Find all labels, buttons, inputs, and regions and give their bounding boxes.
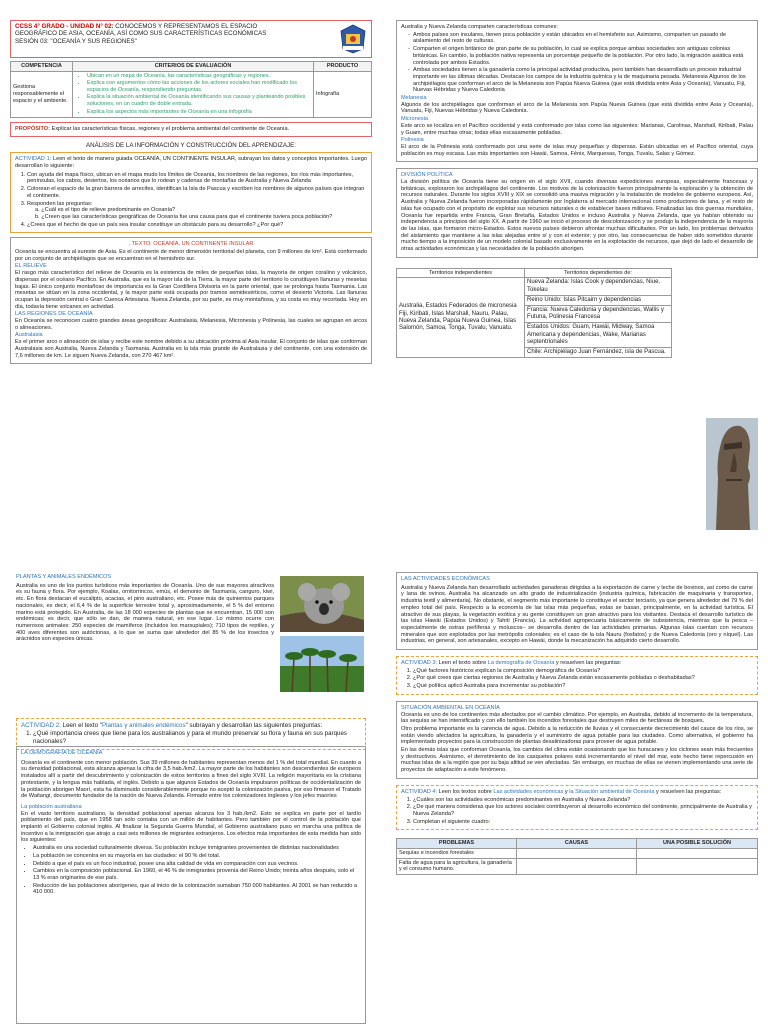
criterio-item: • Explica con argumentos cómo las acciones de los actores sociales han modificado los espacios de Oceanía, respondiendo preguntas. [87, 80, 311, 93]
activity-1-text: Leen el texto de manera guiada OCEANÍA, UN CONTINENTE INSULAR, subrayan los datos y conceptos importantes. Luego desarrollan lo siguiente: [15, 156, 367, 169]
demografia-text: Oceanía es el continente con menor población. Sus 39 millones de habitantes representan menos del 1 % del total mundial. En cuanto a su densidad poblacional, esta alcanza apenas la cifra de 3,5 hab./km2. La mayor parte de los habitantes son descendientes de europeos instalados allí a partir del descubrimiento y colonización de estos territorios a fines del siglo XVIII. La religión mayoritaria es la cristiana protestante, y la lengua más hablada, el inglés. Debido a que algunos Estados de Oceanía impulsaron políticas de occidentalización de la población aborigen Maorí, esta ha disminuido considerablemente porque no aceptó la colonización pasiva, por eso firmaron el Tratado de Waitangi, documento fundador de la nación de Nueva Zelanda. Firmado entre los colonizadores ingleses y los jefes maoríes [21, 759, 361, 800]
activity-1-subitem: b. ¿Creen que las características geográficas de Oceanía fue una causa para que el continente tuviera poca población? [35, 213, 333, 220]
situacion-text-1: Oceanía es uno de los continentes más afectados por el cambio climático. Por ejemplo, en Australia, debido al incremento de la temperatura, las sequías se han intensificado y con ello también los incendios forestales que destruyen miles de hectáreas de bosques. [401, 711, 753, 725]
activity-4-text-a: Leen los textos sobre [438, 788, 494, 795]
division-text: La división política de Oceanía tiene su origen en el siglo XVII, cuando diversas expediciones europeas, especialmente francesas y británicas, exploraron los archipiélagos del continente. Los motivos de la colonización fueron principalmente la exploración y la obtención de recursos naturales. Durante los siglos XVIII y XIX se consolidó una masiva migración y la instalación de modelos de gobierno europeos. Así, Australia y Nueva Zelanda fueron incorporadas rápidamente por Inglaterra al mercado internacional como productores de lana, y el resto de islas fue ocupado con el propósito de explotar sus recursos naturales o de establecer bases militares. Finalizadas las dos guerras mundiales, Oceanía fue repartida entre Francia, Gran Bretaña, Estados Unidos e incluso Australia y Nueva Zelanda, que ya habían obtenido su independencia a principios del siglo XX. A partir de 1960 se inició el proceso de descolonización y se produjo la independencia de la mayoría de las islas, que formaron micro-Estados. Estos nuevos países debieron afrontar muchas dificultades. Por un lado, los problemas derivados del aislamiento que mantiene a las islas alejadas entre sí y con el exterior; y por otro, las consecuencias de haber sido sometidos durante mucho tiempo a la imposición de un modelo colonial basado exclusivamente en la explotación de recursos, que dejó de lado el desarrollo de otras actividades económicas y las necesidades de la población aborigen. [401, 179, 753, 253]
activity-3-item: 1. ¿Qué factores históricos explican la composición demográfica de Oceanía? [413, 668, 753, 675]
poblacion-bullet: • Cambios en la composición poblacional. En 1960, el 46 % de inmigrantes provenía del Reino Unido; treinta años después, solo el 13 % eran originarios de ese país. [33, 868, 361, 881]
activity-4-text-b: y [563, 788, 570, 795]
activity-4-link-1: Las actividades económicas [493, 788, 564, 795]
poblacion-bullet: • Debido a que el país es un foco industrial, posee una alta calidad de vida en comparación con sus vecinos. [33, 861, 361, 868]
activity-2-link: Plantas y animales endémicos [101, 722, 186, 729]
activity-4-box [396, 785, 758, 831]
school-logo-icon [338, 23, 368, 55]
criterio-item: • Explica los aspectos más importantes de Oceanía en una infografía [87, 109, 311, 116]
melanesia-title: Melanesia [401, 95, 427, 102]
dependiente-row: Francia: Nueva Caledonia y dependencias, Wallis y Futuna, Polinesia Francesa [525, 305, 672, 322]
australasia-title: Australasia [15, 332, 43, 339]
producto-cell: Infografía [314, 71, 372, 118]
solucion-input-cell[interactable] [637, 858, 758, 874]
col-causas: CAUSAS [517, 839, 637, 849]
dependiente-row: Chile: Archipiélago Juan Fernández, isla de Pascua. [525, 347, 672, 357]
palm-forest-image [280, 636, 364, 692]
proposito-label: PROPÓSITO: [15, 126, 51, 133]
regiones-title: LAS REGIONES DE OCEANÍA [15, 311, 93, 318]
common-intro: Australia y Nueva Zelanda comparten características comunes: [401, 24, 559, 30]
polinesia-title: Polinesia [401, 137, 424, 144]
worksheet-page-3 [10, 566, 372, 1024]
texto-intro: Oceanía se encuentra al sureste de Asia. Es el continente de menor dimensión territorial del planeta, con 9 millones de km². Está conformado por un conjunto de archipiélagos que se encuentran en el hemisferio sur. [15, 249, 367, 262]
division-title: DIVISIÓN POLÍTICA [401, 172, 453, 179]
economia-text: Australia y Nueva Zelanda han desarrollado actividades ganaderas dirigidas a la exportación de carne y leche de bovinos, así como de carne y lana de ovinos. Australia ha alcanzado un alto grado de industrialización (industria química, fabricación de maquinaria y transportes, industria textil y alimentaria). No obstante, el segmento más importante lo constituye el sector terciario, ya que genera alrededor del 79 % del empleo total del país. Respecto a la economía de las islas más pequeñas, estas se basan, principalmente, en la actividad turística. El atractivo de sus playas, la vegetación exótica y su gente constituyen un gran atractivo para los visitantes. Destaca el desarrollo turístico de las islas Hawái (Estados Unidos) y Tahití (Francia). La actividad agropecuaria básicamente de subsistencia, mientras que la pesca –especialmente de ostras perlíferas y moluscos– se desarrolla dentro de las actividades primarias. Algunas islas cuentan con recursos minerales que son explotados por las metrópolis coloniales; es el caso de la isla Nauru (fosfatos) y de Nueva Caledonia (oro y níquel). Las industrias, en general, son artesanales, excepto en Hawái, donde la mecanización ha adquirido cierto desarrollo. [401, 584, 753, 645]
proposito-box [10, 122, 372, 137]
criterios-cell [73, 71, 314, 118]
activity-3-item: 2. ¿Por qué crees que ciertas regiones de Australia y Nueva Zelanda están escasamente pobladas o deshabitadas? [413, 675, 753, 682]
demografia-box [16, 746, 366, 1024]
session-title: SESIÓN 03: "OCEANÍA Y SUS REGIONES" [15, 37, 137, 45]
col-solucion: UNA POSIBLE SOLUCIÓN [637, 839, 758, 849]
activity-1-item: 2. Colorean el espacio de la gran barrera de arrecifes, identifican la Isla de Pascua y escriben los nombres de algunos países que integran el continente. [27, 186, 367, 199]
activity-1-item: 1. Con ayuda del mapa físico, ubican en el mapa mudo los límites de Oceanía, los nombres de las regiones, los ríos más importantes, penínsulas, los cabos, desiertos, los océanos que lo rodean y cadenas de montañas de Australia y Nueva Zelanda [27, 172, 367, 185]
solucion-input-cell[interactable] [637, 848, 758, 858]
activity-3-label: ACTIVIDAD 3: [401, 660, 438, 667]
unit-label: CCSS 4° GRADO - UNIDAD N° 02: [15, 23, 114, 30]
situacion-title: SITUACIÓN AMBIENTAL EN OCEANÍA [401, 704, 500, 711]
analisis-title: ANÁLISIS DE LA INFORMACIÓN Y CONSTRUCCIÓN DEL APRENDIZAJE: [86, 141, 296, 149]
territorios-table [396, 268, 672, 358]
problema-cell: Sequías e incendios forestales [397, 848, 517, 858]
micronesia-text: Este arco se localiza en el Pacífico occidental y está conformado por islas como las siguientes: Marianas, Carolinas, Marshall, Kiribati, Palau y Guam, entre muchas otras; todas ellas escasamente pobladas. [401, 122, 753, 136]
melanesia-text: Algunos de los archipiélagos que conforman el arco de la Melanesia son Papúa Nueva Guinea (que está dividida entre Asia y Oceanía), Vanuatu, Fiji, Nuevas Hébridas y Nueva Caledonia. [401, 101, 753, 115]
poblacion-text: En el vasto territorio australiano, la densidad poblacional apenas alcanza los 3 hab./km2. Esto se explica en parte por el tardío poblamiento del país, que en 1958 tan solo contaba con un millón de habitantes. Pero también por el control de la población que implantó el Gobierno colonial inglés. Al finalizar la Segunda Guerra Mundial, el Gobierno australiano puso en marcha una política de incentivo a la inmigración que atrajo a casi seis millones de migrantes extranjeros. Los efectos más importantes de esta medida han sido los siguientes: [21, 810, 361, 844]
unit-header [10, 20, 372, 58]
problemas-table [396, 838, 758, 874]
col-independientes: Territorios independientes [397, 268, 525, 278]
worksheet-page-1 [10, 20, 372, 550]
situacion-text-3: En las demás islas que conforman Oceanía, los cambios del clima están ocasionando que los huracanes y los ciclones sean más frecuentes y destructivos. Asimismo, el derretimiento de los casquetes polares está incrementando el nivel del mar, este hecho tiene repercusión en muchas islas de a la región que por su baja altitud se ven afectadas. Sin embargo, en muchas de ellas se vienen implementando una serie de proyectos de adaptación a este fenómeno. [401, 747, 753, 774]
relieve-text: El rasgo más característico del relieve de Oceanía es la existencia de miles de pequeñas islas, la mayoría de origen coralino y volcánico, dispersas por el océano Pacífico. En Australia, que es la mayor isla de la Tierra, la mayor parte del territorio lo constituyen llanuras y mesetas bajas. El único conjunto montañoso de importancia es la Gran Cordillera Divisoria en la parte oriental, que se prolonga hasta Tasmania. Las mesetas se sitúan en la zona occidental, y la mayor parte está ocupada por tramos semidesérticos, como el desierto Victoria. Las llanuras ocupan la depresión central o Gran Cuenca Artesiana. Nueva Zelanda, por su parte, es muy montañosa, y su costa es muy recortada. Hoy en día, todavía tiene volcanes en actividad. [15, 270, 367, 310]
activity-1-subitem: a. ¿Cuál es el tipo de relieve predominante en Oceanía? [35, 207, 176, 214]
activity-4-label: ACTIVIDAD 4: [401, 788, 438, 795]
common-bullet: - Comparten el origen británico de gran parte de su población, lo cual se explica porque ambas sociedades son antiguas colonias británicas. En cambio, la población nativa representa un porcentaje pequeño de la población. Por otro lado, la migración asiática está controlada por ambos Estados. [413, 46, 753, 66]
proposito-text: Explicar las características físicas, regiones y el problema ambiental del continente de Oceanía. [51, 126, 290, 133]
situacion-text-2: Otro problema importante es la carencia de agua. Debido a la reducción de lluvias y el consecuente decrecimiento del cauce de los ríos, se están viendo afectados la agricultura, la ganadería y el suministro de agua potable para las ciudades. Como alternativa, el gobierno ha implementado proyectos para la construcción de plantas desalinizadoras para proveer de agua potable. [401, 725, 753, 746]
activity-4-item: 3. Completan el siguiente cuadro: [413, 819, 753, 826]
col-competencia: COMPETENCIA [11, 62, 73, 72]
polinesia-text: El arco de la Polinesia está conformado por una serie de islas muy pequeñas y dispersas. Están ubicadas en el Pacífico oriental, cuya población es muy escasa. Las más importantes son Hawái, Samoa, Fénix, Marquesas, Tonga, Tuvalu, Salas y Gómez. [401, 143, 753, 157]
activity-4-item: 1. ¿Cuáles son las actividades económicas predominantes en Australia y Nueva Zelanda? [413, 797, 753, 804]
activity-3-item: 3. ¿Qué política aplicó Australia para incrementar su población? [413, 683, 753, 690]
moai-statue-image [706, 418, 758, 530]
problema-cell: Falta de agua para la agricultura, la ganadería y el consumo humano. [397, 858, 517, 874]
activity-4-link-2: la Situación ambiental de Oceanía [569, 788, 655, 795]
texto-title: . TEXTO: OCEANÍA, UN CONTINENTE INSULAR [128, 241, 254, 248]
activity-2-item: 1. ¿Qué importancia crees que tiene para los australianos y para el mundo preservar su flora y fauna en sus parques nacionales? [33, 730, 361, 745]
activity-2-text-b: " subrayan y desarrollan las siguientes preguntas: [185, 722, 323, 729]
dependiente-row: Estados Unidos: Guam, Hawái, Midway, Samoa Americana y dependencias, Wake, Marianas septentrionales [525, 323, 672, 348]
economia-title: LAS ACTIVIDADES ECONÓMICAS [401, 576, 490, 582]
division-box [396, 168, 758, 257]
unit-title: CONOCEMOS Y REPRESENTAMOS EL ESPACIO [115, 23, 258, 30]
texto-oceania-box [10, 237, 372, 364]
poblacion-bullet: • Reducción de las poblaciones aborígenes, que al inicio de la colonización sumaban 750 000 habitantes. Al 2001 se han reducido a 410 000. [33, 883, 361, 896]
situacion-box [396, 701, 758, 779]
criterio-item: • Ubican en un mapa de Oceanía, las características geográficas y regiones. [87, 73, 311, 80]
activity-4-item: 2. ¿De qué manera consideras que los actores sociales contribuyeron al desarrollo económico del continente, principalmente de Australia y Nueva Zelanda? [413, 804, 753, 817]
activity-3-text-a: Leen el texto sobre [438, 660, 488, 667]
poblacion-bullet: • La población se concentra en su mayoría en las ciudades: el 90 % del total. [33, 853, 361, 860]
koala-image [280, 576, 364, 632]
relieve-title: EL RELIEVE [15, 263, 47, 270]
common-bullet: - Ambos países son insulares, tienen poca población y están ubicados en el hemisferio sur. Asimismo, comparten un pasado de aislamiento del resto de culturas. [413, 32, 753, 45]
activity-1-item: 3. Responden las preguntas: a. ¿Cuál es el tipo de relieve predominante en Oceanía? b. ¿Creen que las características geográficas de Oceanía fue una causa para que el continente tuviera poca población? [27, 201, 367, 221]
col-criterios: CRITERIOS DE EVALUACIÓN [73, 62, 314, 72]
independientes-cell: Australia, Estados Federados de micronesia Fiji, Kiribati, Islas Marshall, Nauru, Palau, Nueva Zelanda, Papúa Nueva Guinea, Islas Salomón, Samoa, Tonga, Tuvalu, Vanuatu. [397, 278, 525, 358]
plantas-section [16, 574, 274, 644]
demografia-title: LA DEMOGRAFÍA DE OCEANÍA [21, 750, 103, 756]
regiones-text: En Oceanía se reconocen cuatro grandes áreas geográficas: Australasia, Melanesia, Micronesia y Polinesia, las cuales se agrupan en arcos o alineaciones. [15, 318, 367, 331]
activity-1-box [10, 152, 372, 233]
causa-input-cell[interactable] [517, 858, 637, 874]
australasia-text: Es el primer arco o alineación de islas y recibe este nombre debido a su ubicación próxima al Asia insular. El conjunto de islas que conforman Australasia son Australia, Nueva Zelanda y Tasmania. Australia es la isla más grande de Australasia y del continente, con una extensión de 7,6 millones de km. Le siguen Nueva Zelanda, con 270 467 km². [15, 339, 367, 359]
common-bullet: - Ambas sociedades tienen a la ganadería como la principal actividad productiva, pero también han desarrollado un proceso industrial importante en las últimas décadas. Destacan los campos de la industria química y la de maquinaria pesada. Melanesia Algunos de los archipiélagos que conforman el arco de la Melanesia son Papúa Nueva Guinea (que está dividida entre Asia y Oceanía), Vanuatu, Fiji, Nuevas Hébridas y Nueva Caledonia [413, 67, 753, 94]
col-dependientes: Territorios dependientes de: [525, 268, 672, 278]
dependiente-row: Nueva Zelanda: Islas Cook y dependencias, Niue, Tokelau [525, 278, 672, 295]
col-producto: PRODUCTO [314, 62, 372, 72]
activity-3-box [396, 656, 758, 695]
worksheet-page-4 [396, 566, 758, 1024]
regions-box [396, 20, 758, 162]
criterio-item: • Explica la situación ambiental de Oceanía identificando sus causas y planteando posibles soluciones, en un cuadro de doble entrada. [87, 94, 311, 107]
activity-2-label: ACTIVIDAD 2: [21, 722, 61, 729]
poblacion-bullet: • Australia es una sociedad culturalmente diversa. Su población incluye inmigrantes provenientes de distintas nacionalidades [33, 845, 361, 852]
micronesia-title: Micronesia [401, 116, 429, 123]
causa-input-cell[interactable] [517, 848, 637, 858]
poblacion-title: La población australiana [21, 803, 82, 810]
unit-subtitle: GEOGRÁFICO DE ASIA, OCEANÍA, ASÍ COMO SUS CARACTERÍSTICAS ECONÓMICAS [15, 30, 267, 38]
economia-box [396, 572, 758, 650]
activity-4-text-c: y resuelven las preguntas: [654, 788, 722, 795]
competencia-cell: Gestiona responsablemente el espacio y el ambiente. [11, 71, 73, 118]
worksheet-page-2 [396, 20, 758, 550]
plantas-text: Australia es uno de los puntos turísticos más importantes de Oceanía. Uno de sus mayores atractivos es su fauna y flora. Por ejemplo, Koalas, ornitorrincos, emús, el demonio de Tasmania, canguro, kiwi, etc. En flora destacan el eucalipto, acacias, el pino australiano, etc. Posee más de quinientos parques nacionales, es decir, el 6,4 % de la superficie terrestre total y, aproximadamente, el 5 % del entorno marino está protegido. En Australia, de las 18 000 especies de plantas que se encuentran, 15 000 son endémicas; es decir, que sólo se dan, de manera natural, en ese lugar. Lo mismo ocurre con numerosos animales: 250 especies de mamíferos (incluidos los marsupiales); 710 tipos de reptiles, y 400 aves diferentes son autóctonas, a lo que se suma que alrededor del 85 % de los insectos y arácnidos son especies únicas. [16, 582, 274, 643]
activity-3-text-b: y resuelven las preguntas: [554, 660, 622, 667]
activity-3-link: La demografía de Oceanía [487, 660, 555, 667]
plantas-title: PLANTAS Y ANIMALES ENDÉMICOS [16, 574, 112, 580]
dependiente-row: Reino Unido: Islas Pitcairn y dependencias [525, 295, 672, 305]
evaluation-table [10, 61, 372, 118]
activity-1-item: 4. ¿Crees que el hecho de que un país sea insular constituye un obstáculo para su desarrollo? ¿Por qué? [27, 222, 367, 229]
activity-1-label: ACTIVIDAD 1: [15, 156, 52, 163]
col-problemas: PROBLEMAS [397, 839, 517, 849]
activity-2-text-a: Leen el texto " [62, 722, 102, 729]
